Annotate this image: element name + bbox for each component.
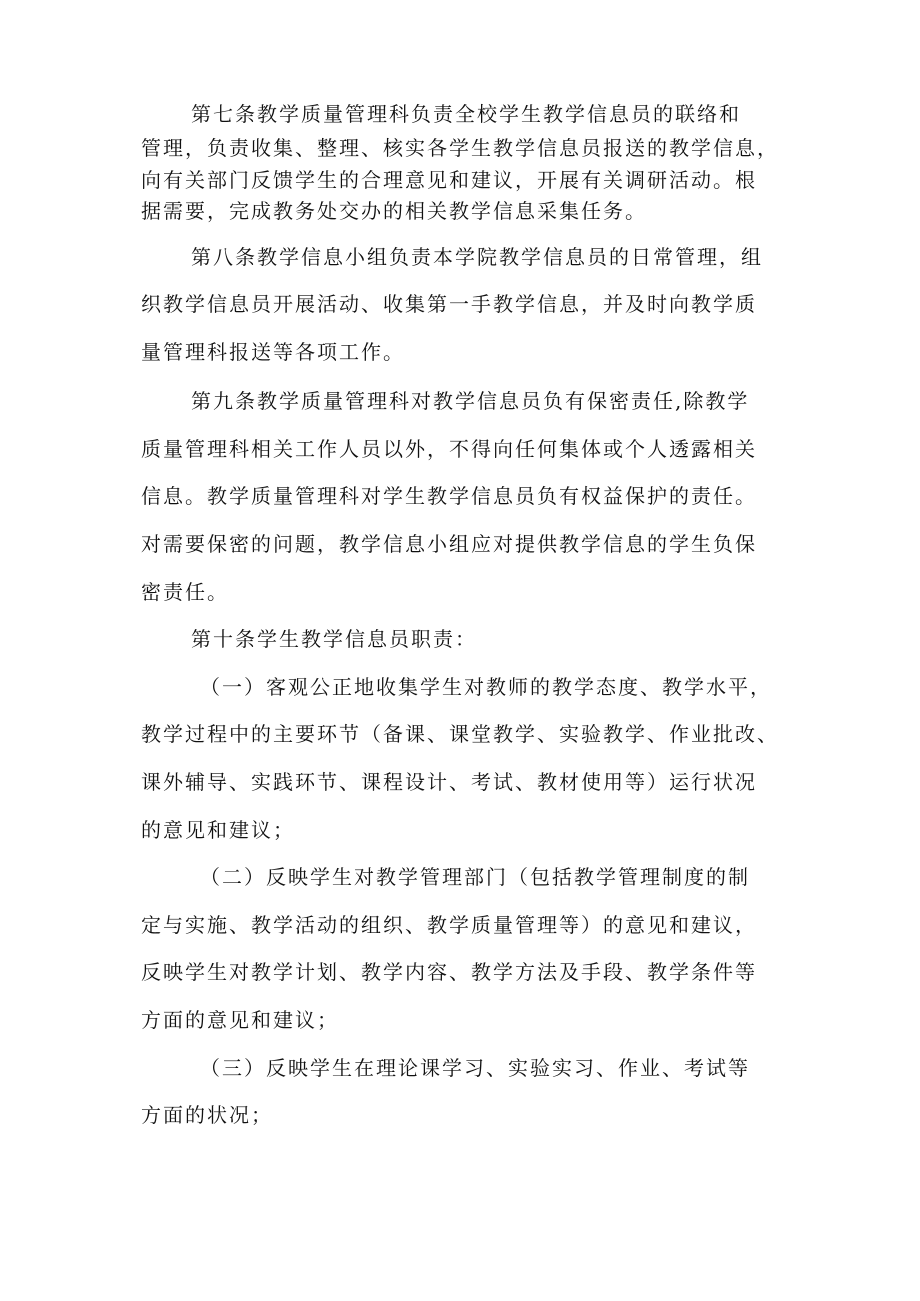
article-9-line-4: 对需要保密的问题，教学信息小组应对提供教学信息的学生负保: [141, 532, 757, 556]
duty-1-line-1: （一）客观公正地收集学生对教师的教学态度、教学水平，: [200, 675, 772, 699]
duty-2-line-3: 反映学生对教学计划、教学内容、教学方法及手段、教学条件等: [141, 960, 757, 984]
duty-1-line-2: 教学过程中的主要环节（备课、课堂教学、实验教学、作业批改、: [141, 722, 779, 746]
duty-3-line-1: （三）反映学生在理论课学习、实验实习、作业、考试等: [200, 1056, 750, 1080]
article-9-line-1: 第九条教学质量管理科对教学信息员负有保密责任,除教学: [191, 389, 750, 413]
article-8-line-3: 量管理科报送等各项工作。: [141, 340, 405, 364]
article-7-line-4: 据需要，完成教务处交办的相关教学信息采集任务。: [141, 199, 647, 223]
article-7-line-3: 向有关部门反馈学生的合理意见和建议，开展有关调研活动。根: [141, 168, 757, 192]
duty-2-line-2: 定与实施、教学活动的组织、教学质量管理等）的意见和建议，: [141, 913, 757, 937]
duty-1-line-3: 课外辅导、实践环节、课程设计、考试、教材使用等）运行状况: [141, 770, 757, 794]
article-8-line-2: 织教学信息员开展活动、收集第一手教学信息，并及时向教学质: [141, 292, 757, 316]
article-7-line-2: 管理，负责收集、整理、核实各学生教学信息员报送的教学信息，: [141, 136, 779, 160]
duty-2-line-1: （二）反映学生对教学管理部门（包括教学管理制度的制: [200, 865, 750, 889]
article-9-line-2: 质量管理科相关工作人员以外，不得向任何集体或个人透露相关: [141, 437, 757, 461]
article-8-line-1: 第八条教学信息小组负责本学院教学信息员的日常管理，组: [191, 245, 763, 269]
duty-2-line-4: 方面的意见和建议；: [141, 1008, 339, 1032]
article-9-line-5: 密责任。: [141, 580, 229, 604]
article-10-heading: 第十条学生教学信息员职责：: [191, 627, 477, 651]
duty-3-line-2: 方面的状况；: [141, 1103, 273, 1127]
article-9-line-3: 信息。教学质量管理科对学生教学信息员负有权益保护的责任。: [141, 484, 757, 508]
duty-1-line-4: 的意见和建议；: [141, 818, 295, 842]
article-7-line-1: 第七条教学质量管理科负责全校学生教学信息员的联络和: [191, 102, 741, 126]
